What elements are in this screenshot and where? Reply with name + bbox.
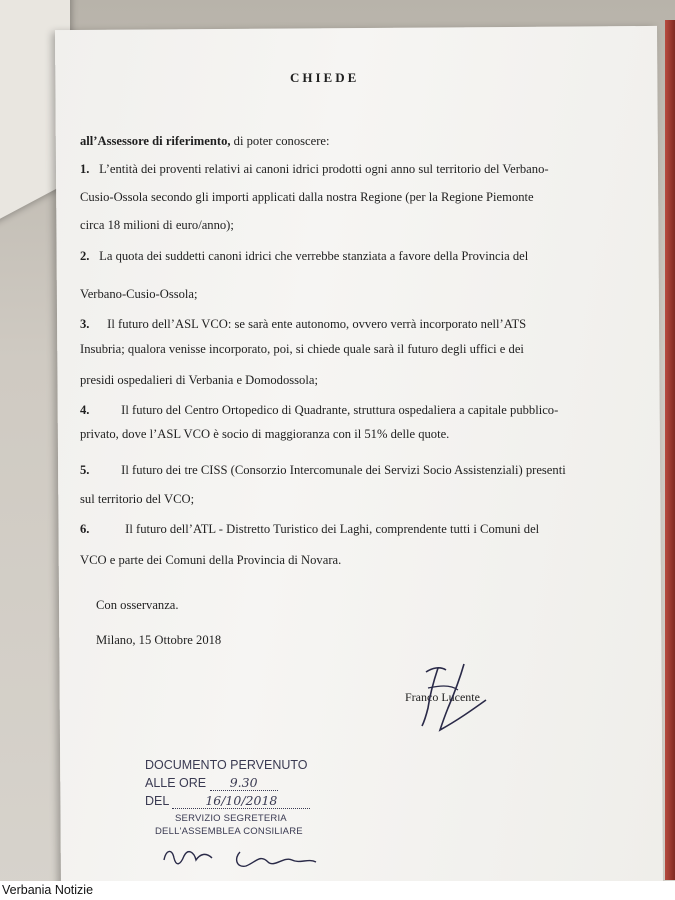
- item-line: Il futuro del Centro Ortopedico di Quadrante, struttura ospedaliera a capitale pubblico-: [121, 403, 559, 417]
- item-line: VCO e parte dei Comuni della Provincia di Novara.: [80, 553, 342, 567]
- item-number: 2.: [80, 249, 90, 263]
- stamp-date-value: 16/10/2018: [172, 793, 310, 809]
- list-item-1: [80, 161, 580, 177]
- item-number: 3.: [80, 317, 90, 331]
- item-line: sul territorio del VCO;: [80, 492, 195, 506]
- photo-credit-caption: Verbania Notizie: [0, 881, 675, 900]
- stamp-line-2: [145, 775, 278, 791]
- signature-drawing: [398, 660, 508, 740]
- place-date: Milano, 15 Ottobre 2018: [96, 633, 222, 647]
- item-line: Il futuro dell’ASL VCO: se sarà ente autonomo, ovvero verrà incorporato nell’ATS: [107, 317, 527, 331]
- signer-name: Franco Lucente: [405, 690, 480, 704]
- stamp-signature-drawing: [160, 838, 330, 878]
- stamp-time-label: ALLE ORE: [145, 776, 207, 790]
- item-number: 4.: [80, 403, 90, 417]
- document-heading: CHIEDE: [290, 70, 360, 85]
- item-line: presidi ospedalieri di Verbania e Domodossola;: [80, 373, 318, 387]
- stamp-line-1: DOCUMENTO PERVENUTO: [145, 758, 308, 772]
- item-line: L’entità dei proventi relativi ai canoni idrici prodotti ogni anno sul territorio del Verbano-: [99, 162, 549, 176]
- item-line: privato, dove l’ASL VCO è socio di maggioranza con il 51% delle quote.: [80, 427, 450, 441]
- intro-bold: all’Assessore di riferimento,: [80, 134, 231, 148]
- stamp-line-3: [145, 793, 310, 809]
- item-number: 6.: [80, 522, 90, 536]
- list-item-4: [80, 402, 580, 418]
- stamp-time-value: 9.30: [210, 775, 278, 791]
- stamp-line-5: DELL'ASSEMBLEA CONSILIARE: [155, 826, 303, 837]
- item-number: 1.: [80, 162, 90, 176]
- stamp-date-label: DEL: [145, 794, 169, 808]
- item-line: circa 18 milioni di euro/anno);: [80, 218, 234, 232]
- item-line: Insubria; qualora venisse incorporato, poi, si chiede quale sarà il futuro degli uffici e dei: [80, 342, 524, 356]
- item-number: 5.: [80, 463, 90, 477]
- stamp-line-4: SERVIZIO SEGRETERIA: [175, 813, 287, 824]
- item-line: Cusio-Ossola secondo gli importi applicati dalla nostra Regione (per la Regione Piemonte: [80, 190, 534, 204]
- item-line: Il futuro dei tre CISS (Consorzio Intercomunale dei Servizi Socio Assistenziali) presenti: [121, 463, 566, 477]
- closing-line: Con osservanza.: [96, 598, 179, 612]
- list-item-6: [80, 521, 580, 537]
- item-line: Il futuro dell’ATL - Distretto Turistico dei Laghi, comprendente tutti i Comuni del: [125, 522, 540, 536]
- red-folder-edge: [665, 20, 675, 880]
- intro-rest: di poter conoscere:: [230, 134, 330, 148]
- list-item-2: [80, 248, 580, 264]
- item-line: Verbano-Cusio-Ossola;: [80, 287, 198, 301]
- list-item-5: [80, 462, 580, 478]
- item-line: La quota dei suddetti canoni idrici che verrebbe stanziata a favore della Provincia del: [99, 249, 529, 263]
- list-item-3: [80, 316, 580, 332]
- intro-line: [80, 133, 580, 149]
